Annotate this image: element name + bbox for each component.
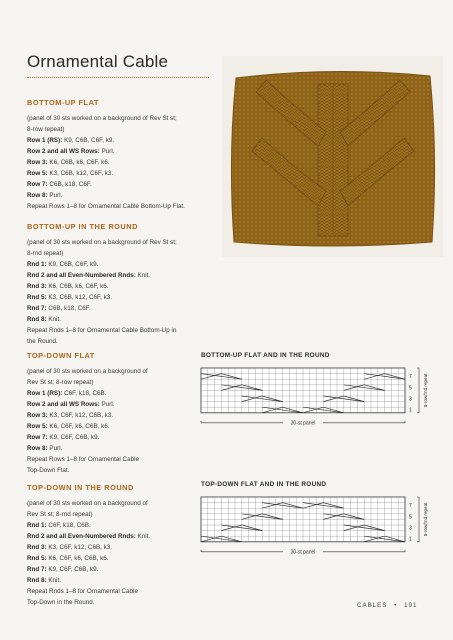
row-text: the Round.	[27, 338, 58, 345]
chart-repeat-label: 8-row/rnd repeat	[423, 502, 428, 537]
row-text: K6, C6F, k6, C6B, k6.	[47, 423, 110, 430]
row-label: Row 3:	[27, 412, 48, 419]
instruction-line	[27, 190, 207, 201]
row-label: Row 3:	[27, 159, 48, 166]
chart-row-number: 1	[409, 407, 412, 414]
instruction-line	[27, 410, 207, 421]
row-label: Rnd 5:	[27, 555, 47, 562]
instruction-line	[27, 146, 207, 157]
instruction-line	[27, 281, 207, 292]
row-label: Rnd 7:	[27, 305, 47, 312]
row-label: Rnd 3:	[27, 283, 47, 290]
instruction-line	[27, 135, 207, 146]
row-label: Row 1 (RS):	[27, 390, 63, 397]
row-label: Rnd 8:	[27, 577, 47, 584]
instruction-line	[27, 564, 207, 575]
row-text: K9, C6B, C6F, k9.	[62, 137, 115, 144]
chart-row-number: 5	[409, 514, 412, 521]
chart-row-number: 3	[409, 396, 412, 403]
row-text: Knit.	[135, 533, 151, 540]
instruction-line	[27, 124, 207, 135]
row-label: Row 7:	[27, 434, 48, 441]
instruction-line	[27, 314, 207, 325]
instruction-line	[27, 586, 207, 597]
instruction-line	[27, 113, 207, 124]
chart-row-number: 1	[409, 536, 412, 543]
chart-row-number: 5	[409, 385, 412, 392]
instruction-line	[27, 498, 207, 509]
row-text: K9, C6F, C6B, k9.	[47, 434, 100, 441]
instruction-line	[27, 168, 207, 179]
chart-bottom-up	[199, 366, 439, 448]
section-heading: BOTTOM-UP IN THE ROUND	[27, 222, 138, 231]
row-text: Knit.	[46, 577, 61, 584]
row-text: (panel of 30 sts worked on a background of	[27, 500, 148, 507]
instruction-line	[27, 377, 207, 388]
row-text: 8-rnd repeat)	[27, 250, 64, 257]
instruction-line	[27, 201, 207, 212]
row-label: Rnd 2 and all Even-Numbered Rnds:	[27, 272, 136, 279]
row-label: Row 1 (RS):	[27, 137, 63, 144]
row-text: (panel of 30 sts worked on a background of Rev St st;	[27, 115, 177, 122]
section-heading: TOP-DOWN IN THE ROUND	[27, 483, 134, 492]
row-text: C6B, k18, C6F.	[46, 305, 91, 312]
row-text: Repeat Rnds 1–8 for Ornamental Cable Bottom-Up in	[27, 327, 177, 334]
row-text: Rev St st; 8-rnd repeat)	[27, 511, 93, 518]
row-label: Rnd 8:	[27, 316, 47, 323]
chart-repeat-bracket	[417, 497, 419, 542]
instruction-line	[27, 454, 207, 465]
row-text: Purl.	[47, 445, 63, 452]
page-footer	[357, 602, 417, 609]
page-number: 191	[404, 602, 418, 609]
row-text: K3, C6B, k12, C6F, k3.	[46, 294, 113, 301]
chart-row-number: 7	[409, 374, 412, 381]
instruction-line	[27, 465, 207, 476]
section-body	[27, 237, 207, 347]
row-text: K6, C6B, k6, C6F, k6.	[46, 283, 109, 290]
instruction-line	[27, 531, 207, 542]
instruction-line	[27, 237, 207, 248]
row-label: Row 2 and all WS Rows:	[27, 148, 100, 155]
instruction-line	[27, 259, 207, 270]
row-label: Row 8:	[27, 445, 48, 452]
row-label: Row 2 and all WS Rows:	[27, 401, 100, 408]
row-text: K9, C6B, C6F, k9.	[46, 261, 99, 268]
chart-title-top-down: TOP-DOWN FLAT AND IN THE ROUND	[201, 481, 327, 488]
row-text: Top-Down Flat.	[27, 467, 70, 474]
chart-panel-label: 30-st panel	[290, 549, 316, 556]
section-top-down-flat	[27, 351, 207, 476]
chart-top-down	[199, 495, 439, 577]
instruction-line	[27, 399, 207, 410]
row-text: Repeat Rnds 1–8 for Ornamental Cable	[27, 588, 138, 595]
row-text: Knit.	[135, 272, 151, 279]
instruction-line	[27, 509, 207, 520]
section-body	[27, 498, 207, 608]
row-label: Rnd 2 and all Even-Numbered Rnds:	[27, 533, 136, 540]
chart-repeat-bracket	[417, 368, 419, 413]
instruction-line	[27, 303, 207, 314]
instruction-line	[27, 388, 207, 399]
row-label: Rnd 5:	[27, 294, 47, 301]
row-text: Purl.	[99, 148, 115, 155]
row-text: Purl.	[47, 192, 63, 199]
instruction-line	[27, 421, 207, 432]
instruction-line	[27, 597, 207, 608]
chart-title-bottom-up: BOTTOM-UP FLAT AND IN THE ROUND	[201, 352, 330, 359]
instruction-line	[27, 432, 207, 443]
row-label: Rnd 3:	[27, 544, 47, 551]
row-label: Rnd 1:	[27, 261, 47, 268]
chart-row-number: 3	[409, 525, 412, 532]
row-label: Rnd 1:	[27, 522, 47, 529]
instruction-line	[27, 270, 207, 281]
row-label: Row 7:	[27, 181, 48, 188]
section-bottom-up-flat	[27, 98, 207, 212]
row-text: K9, C6F, C6B, k9.	[46, 566, 99, 573]
instruction-line	[27, 292, 207, 303]
page-title: Ornamental Cable	[27, 52, 169, 71]
row-text: Purl.	[99, 401, 115, 408]
row-text: Repeat Rows 1–8 for Ornamental Cable	[27, 456, 140, 463]
knit-swatch-photo	[222, 56, 443, 257]
row-text: (panel of 30 sts worked on a background of	[27, 368, 148, 375]
row-text: Repeat Rows 1–8 for Ornamental Cable Bottom-Up Flat.	[27, 203, 185, 210]
row-text: C6B, k18, C6F.	[47, 181, 92, 188]
row-text: 8-row repeat)	[27, 126, 65, 133]
instruction-line	[27, 542, 207, 553]
instruction-line	[27, 325, 207, 336]
row-text: (panel of 30 sts worked on a background of Rev St st;	[27, 239, 177, 246]
footer-section: CABLES	[357, 602, 388, 609]
row-text: Top-Down in the Round.	[27, 599, 95, 606]
row-text: C6F, k18, C6B.	[46, 522, 91, 529]
chart-row-number: 7	[409, 503, 412, 510]
row-text: C6F, k18, C6B.	[62, 390, 107, 397]
chart-repeat-label: 8-row/rnd repeat	[423, 373, 428, 408]
row-text: K3, C6B, k12, C6F, k3.	[47, 170, 114, 177]
row-text: K6, C6B, k6, C6F, k6.	[47, 159, 110, 166]
chart-panel-label: 30-st panel	[290, 420, 316, 427]
section-heading: BOTTOM-UP FLAT	[27, 98, 99, 107]
swatch-illustration	[222, 56, 443, 257]
instruction-line	[27, 575, 207, 586]
instruction-line	[27, 553, 207, 564]
row-label: Row 5:	[27, 423, 48, 430]
section-body	[27, 366, 207, 476]
footer-separator: •	[394, 602, 398, 609]
instruction-line	[27, 179, 207, 190]
instruction-line	[27, 336, 207, 347]
section-bottom-up-round	[27, 222, 207, 347]
instruction-line	[27, 248, 207, 259]
row-label: Row 8:	[27, 192, 48, 199]
row-label: Rnd 7:	[27, 566, 47, 573]
row-text: K6, C6F, k6, C6B, k6.	[46, 555, 109, 562]
row-text: Knit.	[46, 316, 61, 323]
instruction-line	[27, 443, 207, 454]
instruction-line	[27, 157, 207, 168]
instruction-line	[27, 366, 207, 377]
row-text: K3, C6F, k12, C6B, k3.	[47, 412, 114, 419]
row-text: Rev St st; 8-row repeat)	[27, 379, 94, 386]
instruction-line	[27, 520, 207, 531]
row-text: K3, C6F, k12, C6B, k3.	[46, 544, 113, 551]
row-label: Row 5:	[27, 170, 48, 177]
title-divider	[27, 77, 209, 78]
section-body	[27, 113, 207, 212]
section-heading: TOP-DOWN FLAT	[27, 351, 95, 360]
section-top-down-round	[27, 483, 207, 608]
